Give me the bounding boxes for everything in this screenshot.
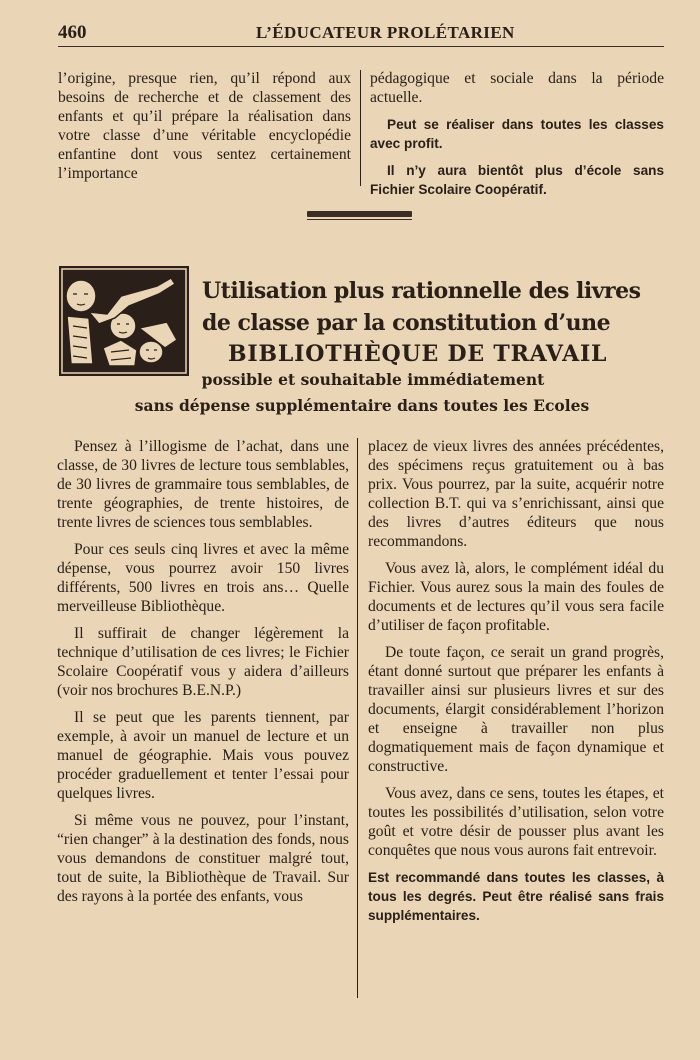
journal-title: L’ÉDUCATEUR PROLÉTARIEN <box>256 23 515 42</box>
column-divider-top <box>360 70 361 186</box>
article-title-line-3: BIBLIOTHÈQUE DE TRAVAIL <box>228 341 608 367</box>
article-title-line-1: Utilisation plus rationnelle des livres <box>202 278 641 304</box>
woodcut-figure-icon <box>59 266 189 376</box>
article-paragraph: Si même vous ne pouvez, pour l’instant, “rien changer” à la destination des fonds, nous vous demandons de constituer malgré tout, tout de suite, la Bibliothèque de Travail. Sur des rayons à la portée des enfants, vous <box>57 812 349 905</box>
top-left-column <box>58 69 351 191</box>
article-paragraph: Pensez à l’illogisme de l’achat, dans une classe, de 30 livres de lecture tous semblables, de 30 livres de grammaire tous semblables, de trente géographies, de trente histoires, de trente livres de sciences tous semblables. <box>57 438 349 531</box>
article-paragraph: Il se peut que les parents tiennent, par exemple, à avoir un manuel de lecture et un manuel de géographie. Mais vous pouvez procéder graduellement et tenter l’essai pour quelques livres. <box>57 709 349 802</box>
article-paragraph: Il suffirait de changer légèrement la technique d’utilisation de ces livres; le Fichier Scolaire Coopératif vous y aidera d’ailleurs (voir nos brochures B.E.N.P.) <box>57 625 349 699</box>
section-separator <box>307 211 412 217</box>
top-right-column <box>370 69 664 207</box>
article-paragraph: Vous avez, dans ce sens, toutes les étapes, et toutes les possibilités d’utilisation, selon votre goût et votre désir de pousser plus avant les conquêtes que nous vous aurons fait entrevoir. <box>368 785 664 859</box>
article-subtitle-line-1: possible et souhaitable immédiatement <box>201 370 545 389</box>
article-right-column <box>368 437 664 933</box>
page-number: 460 <box>58 22 87 43</box>
top-right-paragraph: pédagogique et sociale dans la période actuelle. <box>370 70 664 106</box>
top-left-paragraph: l’origine, presque rien, qu’il répond aux besoins de recherche et de classement des enfants et qu’il prépare la réalisation dans votre classe d’une véritable encyclopédie enfantine dont vous sentez certainement l’importance <box>58 70 351 182</box>
section-separator-line <box>307 219 412 220</box>
article-subtitle-line-2: sans dépense supplémentaire dans toutes les Ecoles <box>134 396 590 415</box>
article-paragraph: De toute façon, ce serait un grand progrès, étant donné surtout que préparer les enfants à travailler ainsi sur plusieurs livres et sur des documents, élargit considérablement l’horizon et enseigne à travailler non plus dogmatiquement mais de façon dynamique et constructive. <box>368 644 664 775</box>
top-right-bold-2: Il n’y aura bientôt plus d’école sans Fichier Scolaire Coopératif. <box>370 163 664 197</box>
article-paragraph: Vous avez là, alors, le complément idéal du Fichier. Vous aurez sous la main des foules de documents et de lectures qu’il vous sera facile d’utiliser de façon profitable. <box>368 560 664 634</box>
children-woodcut-illustration <box>59 266 189 376</box>
article-title-line-2: de classe par la constitution d’une <box>202 310 611 336</box>
page-header <box>58 18 664 47</box>
article-closing-bold: Est recommandé dans toutes les classes, à tous les degrés. Peut être réalisé sans frais supplémentaires. <box>368 870 664 923</box>
column-divider-article <box>357 438 358 998</box>
article-left-column <box>57 437 349 914</box>
article-paragraph: placez de vieux livres des années précédentes, des spécimens reçus gratuitement ou à bas prix. Vous pourrez, par la suite, acquérir notre collection B.T. qui va s’enrichissant, ainsi que des livres d’autres éditeurs que nous recommandons. <box>368 438 664 550</box>
top-right-bold-1: Peut se réaliser dans toutes les classes avec profit. <box>370 117 664 151</box>
article-paragraph: Pour ces seuls cinq livres et avec la même dépense, vous pourrez avoir 150 livres différents, 500 livres en trois ans… Quelle merveilleuse Bibliothèque. <box>57 541 349 615</box>
